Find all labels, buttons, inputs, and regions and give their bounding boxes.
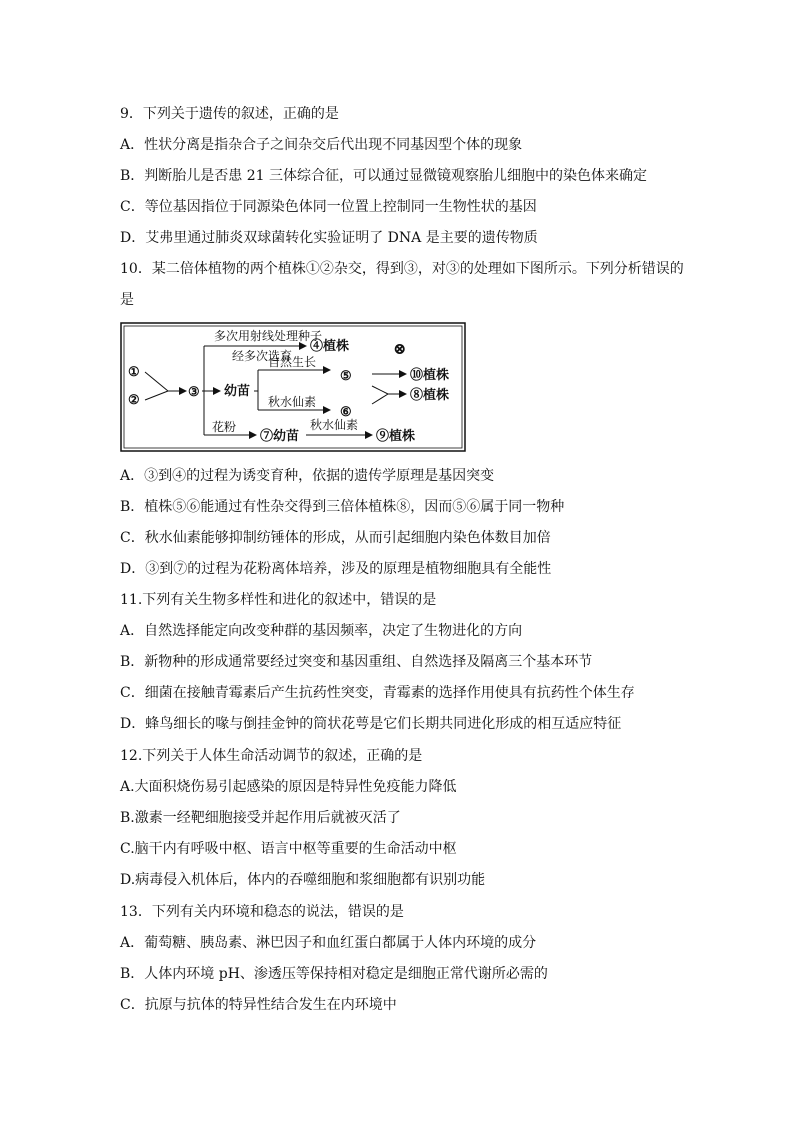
seedling-7: ⑦幼苗: [260, 429, 300, 444]
cross-line-1: [145, 372, 168, 391]
q12-option-a: A.大面积烧伤易引起感染的原因是特异性免疫能力降低: [120, 779, 457, 795]
q10-stem-line2: 是: [120, 292, 134, 308]
node-3: ③: [188, 385, 200, 400]
label-pollen: 花粉: [212, 420, 237, 434]
node-5: ⑤: [340, 369, 352, 384]
q10-option-b: B．植株⑤⑥能通过有性杂交得到三倍体植株⑧，因而⑤⑥属于同一物种: [120, 499, 565, 515]
seedling: 幼苗: [224, 384, 251, 399]
q13-option-b: B．人体内环境 pH、渗透压等保持相对稳定是细胞正常代谢所必需的: [120, 966, 548, 982]
q13-option-a: A．葡萄糖、胰岛素、淋巴因子和血红蛋白都属于人体内环境的成分: [120, 935, 537, 951]
q12-option-b: B.激素一经靶细胞接受并起作用后就被灭活了: [120, 810, 401, 826]
node-1: ①: [128, 365, 140, 380]
q12-stem: 12.下列关于人体生命活动调节的叙述，正确的是: [120, 748, 423, 764]
label-colchicine-1: 秋水仙素: [268, 395, 317, 409]
q11-option-d: D．蜂鸟细长的喙与倒挂金钟的筒状花萼是它们长期共同进化形成的相互适应特征: [120, 716, 622, 732]
selfing-symbol: ⊗: [393, 339, 407, 358]
label-colchicine-2: 秋水仙素: [310, 418, 359, 432]
q11-option-c: C．细菌在接触青霉素后产生抗药性突变，青霉素的选择作用使具有抗药性个体生存: [120, 685, 635, 701]
q10-option-c: C．秋水仙素能够抑制纺锤体的形成，从而引起细胞内染色体数目加倍: [120, 530, 551, 546]
q9-option-d: D．艾弗里通过肺炎双球菌转化实验证明了 DNA 是主要的遗传物质: [120, 230, 538, 246]
breeding-diagram: [120, 322, 466, 452]
plant-9: ⑨植株: [376, 429, 416, 444]
q13-stem: 13．下列有关内环境和稳态的说法，错误的是: [120, 904, 404, 920]
q11-option-a: A．自然选择能定向改变种群的基因频率，决定了生物进化的方向: [120, 623, 523, 639]
q9-stem: 9．下列关于遗传的叙述，正确的是: [120, 106, 339, 122]
q12-option-d: D.病毒侵入机体后，体内的吞噬细胞和浆细胞都有识别功能: [120, 872, 486, 888]
q9-option-c: C．等位基因指位于同源染色体同一位置上控制同一生物性状的基因: [120, 199, 537, 215]
q11-option-b: B．新物种的形成通常要经过突变和基因重组、自然选择及隔离三个基本环节: [120, 654, 593, 670]
converge-line-5: [372, 386, 388, 394]
plant-4: ④植株: [310, 339, 350, 354]
q10-option-a: A．③到④的过程为诱变育种，依据的遗传学原理是基因突变: [120, 468, 495, 484]
q10-option-d: D．③到⑦的过程为花粉离体培养，涉及的原理是植物细胞具有全能性: [120, 561, 552, 577]
node-2: ②: [128, 393, 140, 408]
q10-stem-line1: 10．某二倍体植物的两个植株①②杂交，得到③，对③的处理如下图所示。下列分析错误的: [120, 261, 684, 277]
cross-line-2: [145, 391, 168, 400]
converge-line-6: [372, 394, 388, 404]
label-natural: 自然生长: [268, 355, 317, 369]
plant-8: ⑧植株: [410, 388, 450, 403]
q9-option-b: B．判断胎儿是否患 21 三体综合征，可以通过显微镜观察胎儿细胞中的染色体来确定: [120, 168, 648, 184]
label-selection: 经多次选育: [232, 349, 293, 363]
node-6: ⑥: [340, 405, 352, 420]
q11-stem: 11.下列有关生物多样性和进化的叙述中，错误的是: [120, 592, 437, 608]
q9-option-a: A．性状分离是指杂合子之间杂交后代出现不同基因型个体的现象: [120, 137, 523, 153]
q12-option-c: C.脑干内有呼吸中枢、语言中枢等重要的生命活动中枢: [120, 841, 457, 857]
q13-option-c: C．抗原与抗体的特异性结合发生在内环境中: [120, 997, 397, 1013]
label-radiation: 多次用射线处理种子: [214, 329, 323, 343]
plant-10: ⑩植株: [410, 368, 450, 383]
